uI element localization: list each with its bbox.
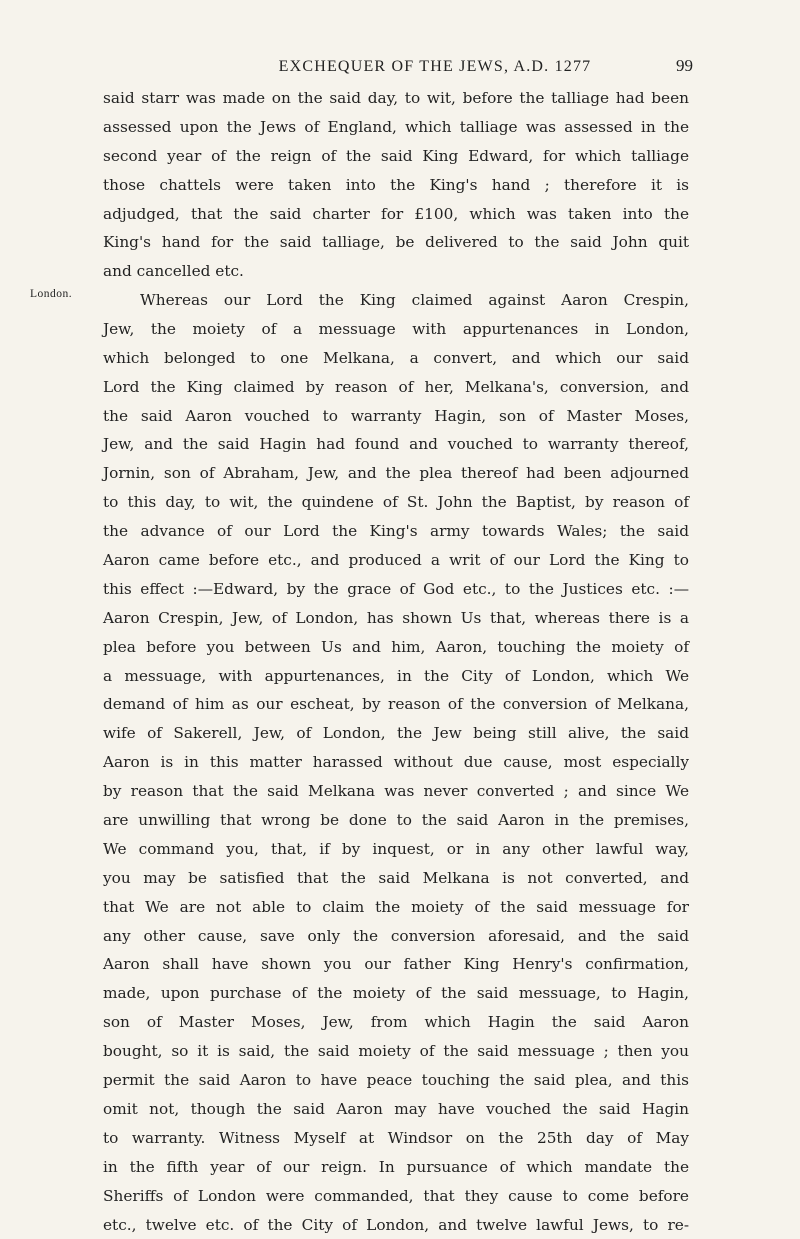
text-line: you may be satisfied that the said Melkana is not converted, and [103,864,689,893]
text-line: the advance of our Lord the King's army towards Wales; the said [103,517,689,546]
text-line: demand of him as our escheat, by reason of the conversion of Melkana, [103,690,689,719]
text-line: Jornin, son of Abraham, Jew, and the plea thereof had been adjourned [103,459,689,488]
text-line: We command you, that, if by inquest, or in any other lawful way, [103,835,689,864]
text-line: are unwilling that wrong be done to the said Aaron in the premises, [103,806,689,835]
text-line: Aaron Crespin, Jew, of London, has shown Us that, whereas there is a [103,604,689,633]
text-line: in the fifth year of our reign. In pursuance of which mandate the [103,1153,689,1182]
text-line: to warranty. Witness Myself at Windsor on the 25th day of May [103,1124,689,1153]
paragraph-london-plea [103,286,689,1239]
text-line: Aaron shall have shown you our father King Henry's confirmation, [103,950,689,979]
text-line: Sheriffs of London were commanded, that they cause to come before [103,1182,689,1211]
text-line: this effect :—Edward, by the grace of God etc., to the Justices etc. :— [103,575,689,604]
text-line: and cancelled etc. [103,257,689,286]
text-line: made, upon purchase of the moiety of the said messuage, to Hagin, [103,979,689,1008]
text-line: the said Aaron vouched to warranty Hagin, son of Master Moses, [103,402,689,431]
text-line: adjudged, that the said charter for £100, which was taken into the [103,200,689,229]
text-line: said starr was made on the said day, to wit, before the talliage had been [103,84,689,113]
text-line: permit the said Aaron to have peace touching the said plea, and this [103,1066,689,1095]
text-line: etc., twelve etc. of the City of London, and twelve lawful Jews, to re- [103,1211,689,1239]
text-line: omit not, though the said Aaron may have vouched the said Hagin [103,1095,689,1124]
text-line: those chattels were taken into the King's hand ; therefore it is [103,171,689,200]
text-line: Jew, and the said Hagin had found and vouched to warranty thereof, [103,430,689,459]
text-line: any other cause, save only the conversion aforesaid, and the said [103,922,689,951]
text-line: Lord the King claimed by reason of her, Melkana's, conversion, and [103,373,689,402]
text-line: Jew, the moiety of a messuage with appurtenances in London, [103,315,689,344]
text-line: to this day, to wit, the quindene of St. John the Baptist, by reason of [103,488,689,517]
running-head: EXCHEQUER OF THE JEWS, A.D. 1277 [200,58,670,76]
text-line: by reason that the said Melkana was never converted ; and since We [103,777,689,806]
text-line: Whereas our Lord the King claimed against Aaron Crespin, [103,286,689,315]
text-line: plea before you between Us and him, Aaron, touching the moiety of [103,633,689,662]
text-line: assessed upon the Jews of England, which talliage was assessed in the [103,113,689,142]
text-line: King's hand for the said talliage, be delivered to the said John quit [103,228,689,257]
text-line: bought, so it is said, the said moiety of the said messuage ; then you [103,1037,689,1066]
text-line: wife of Sakerell, Jew, of London, the Jew being still alive, the said [103,719,689,748]
text-line: which belonged to one Melkana, a convert, and which our said [103,344,689,373]
text-line: Aaron is in this matter harassed without due cause, most especially [103,748,689,777]
margin-note-london: London. [30,288,72,300]
text-line: a messuage, with appurtenances, in the City of London, which We [103,662,689,691]
text-line: second year of the reign of the said King Edward, for which talliage [103,142,689,171]
text-line: Aaron came before etc., and produced a writ of our Lord the King to [103,546,689,575]
page-number: 99 [676,56,693,76]
text-line: that We are not able to claim the moiety of the said messuage for [103,893,689,922]
text-line: son of Master Moses, Jew, from which Hagin the said Aaron [103,1008,689,1037]
paragraph-continuation [103,84,689,286]
